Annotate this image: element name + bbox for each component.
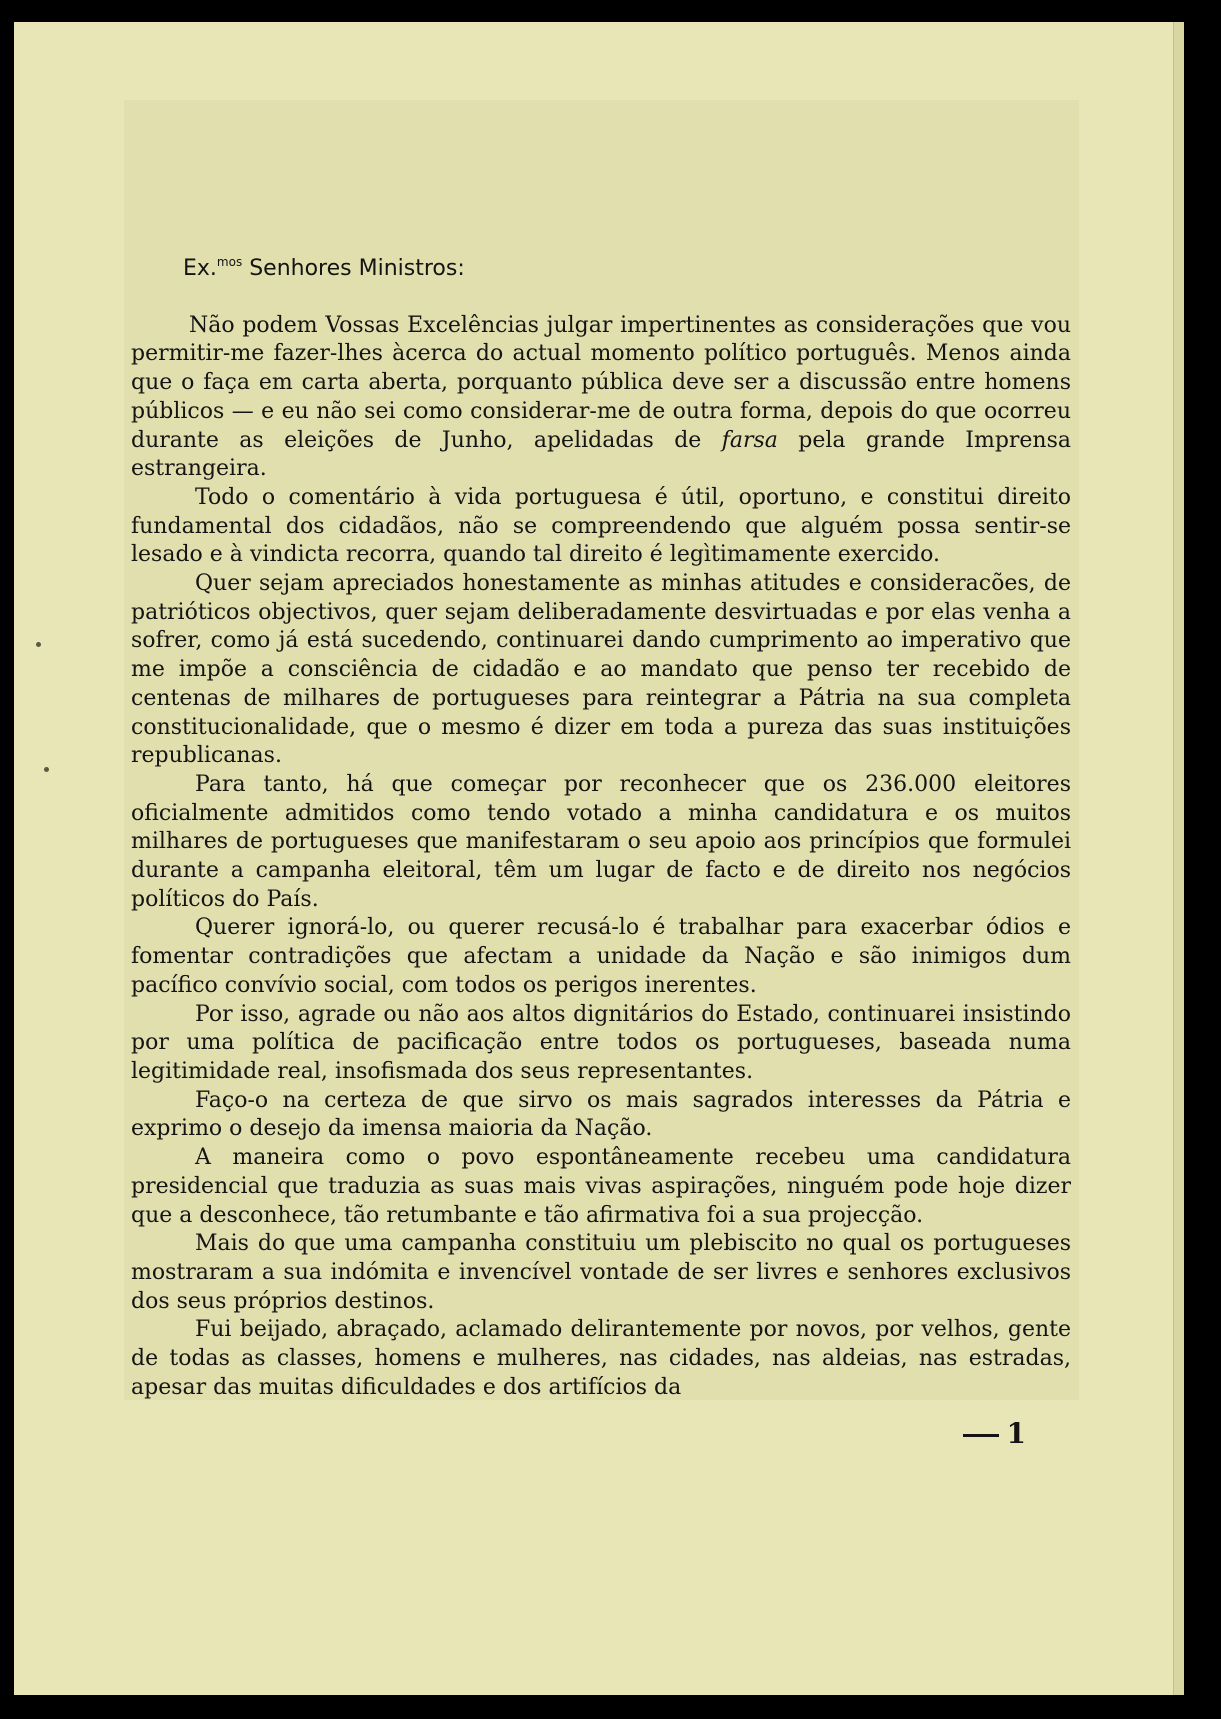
salutation-superscript: mos: [216, 255, 243, 269]
paragraph-6: Por isso, agrade ou não aos altos dignitários do Estado, continuarei insistindo por uma política de pacificação entre todos os portugueses, baseada numa legitimidade real, insofismada dos seus representantes.: [131, 1001, 1071, 1084]
salutation: [183, 248, 1071, 284]
paragraph-2: Todo o comentário à vida portuguesa é útil, oportuno, e constitui direito fundamental dos cidadãos, não se compreendendo que alguém possa sentir-se lesado e à vindicta recorra, quando tal direito é legìtimamente exercido.: [131, 484, 1071, 568]
paragraph-7: Faço-o na certeza de que sirvo os mais sagrados interesses da Pátria e exprimo o desejo da imensa maioria da Nação.: [131, 1087, 1071, 1142]
salutation-rest: Senhores Ministros:: [242, 256, 465, 281]
paragraph-10: Fui beijado, abraçado, aclamado delirantemente por novos, por velhos, gente de todas as classes, homens e mulheres, nas cidades, nas aldeias, nas estradas, apesar das muitas dificuldades e dos artifícios da: [131, 1317, 1071, 1400]
paper-speck: [44, 767, 49, 772]
paragraph-1-text-b: pela grande Imprensa estrangeira.: [131, 427, 1072, 482]
page-number-value: 1: [1006, 1417, 1026, 1450]
letter-body: [131, 248, 1071, 1402]
document-page: [14, 22, 1184, 1695]
paragraph-4: Para tanto, há que começar por reconhecer que os 236.000 eleitores oficialmente admitidos como tendo votado a minha candidatura e os muitos milhares de portugueses que manifestaram o seu apoio aos princípios que formulei durante a campanha eleitoral, têm um lugar de facto e de direito nos negócios políticos do País.: [131, 771, 1071, 912]
paragraph-5: Querer ignorá-lo, ou querer recusá-lo é trabalhar para exacerbar ódios e fomentar contradições que afectam a unidade da Nação e são inimigos dum pacífico convívio social, com todos os perigos inerentes.: [131, 915, 1071, 998]
paragraph-3: Quer sejam apreciados honestamente as minhas atitudes e consideracões, de patrióticos objectivos, quer sejam deliberadamente desvirtuadas e por elas venha a sofrer, como já está sucedendo, continuarei dando cumprimento ao imperativo que me impõe a consciência de cidadão e ao mandato que penso ter recebido de centenas de milhares de portugueses para reintegrar a Pátria na sua completa constitucionalidade, que o mesmo é dizer em toda a pureza das suas instituições republicanas.: [131, 571, 1071, 769]
page-number: [963, 1417, 1026, 1450]
paragraph-1-text-a: Não podem Vossas Excelências julgar impertinentes as considerações que vou permitir-me fazer-lhes àcerca do actual momento político português. Menos ainda que o faça em carta aberta, porquanto pública deve ser a discussão entre homens públicos — e eu não sei como considerar-me de outra forma, depois do que ocorreu durante as eleições de Junho, apelidadas de: [131, 312, 1071, 453]
salutation-prefix: Ex.: [183, 256, 217, 281]
paragraph-8: A maneira como o povo espontâneamente recebeu uma candidatura presidencial que traduzia as suas mais vivas aspirações, ninguém pode hoje dizer que a desconhece, tão retumbante e tão afirmativa foi a sua projecção.: [131, 1145, 1071, 1228]
page-edge: [1173, 22, 1184, 1695]
paragraph-9: Mais do que uma campanha constituiu um plebiscito no qual os portugueses mostraram a sua indómita e invencível vontade de ser livres e senhores exclusivos dos seus próprios destinos.: [131, 1231, 1071, 1314]
paper-speck: [36, 642, 41, 647]
paragraph-1: [131, 312, 1071, 484]
paragraph-1-italic-word: farsa: [721, 427, 778, 453]
page-number-dash: [963, 1434, 999, 1437]
